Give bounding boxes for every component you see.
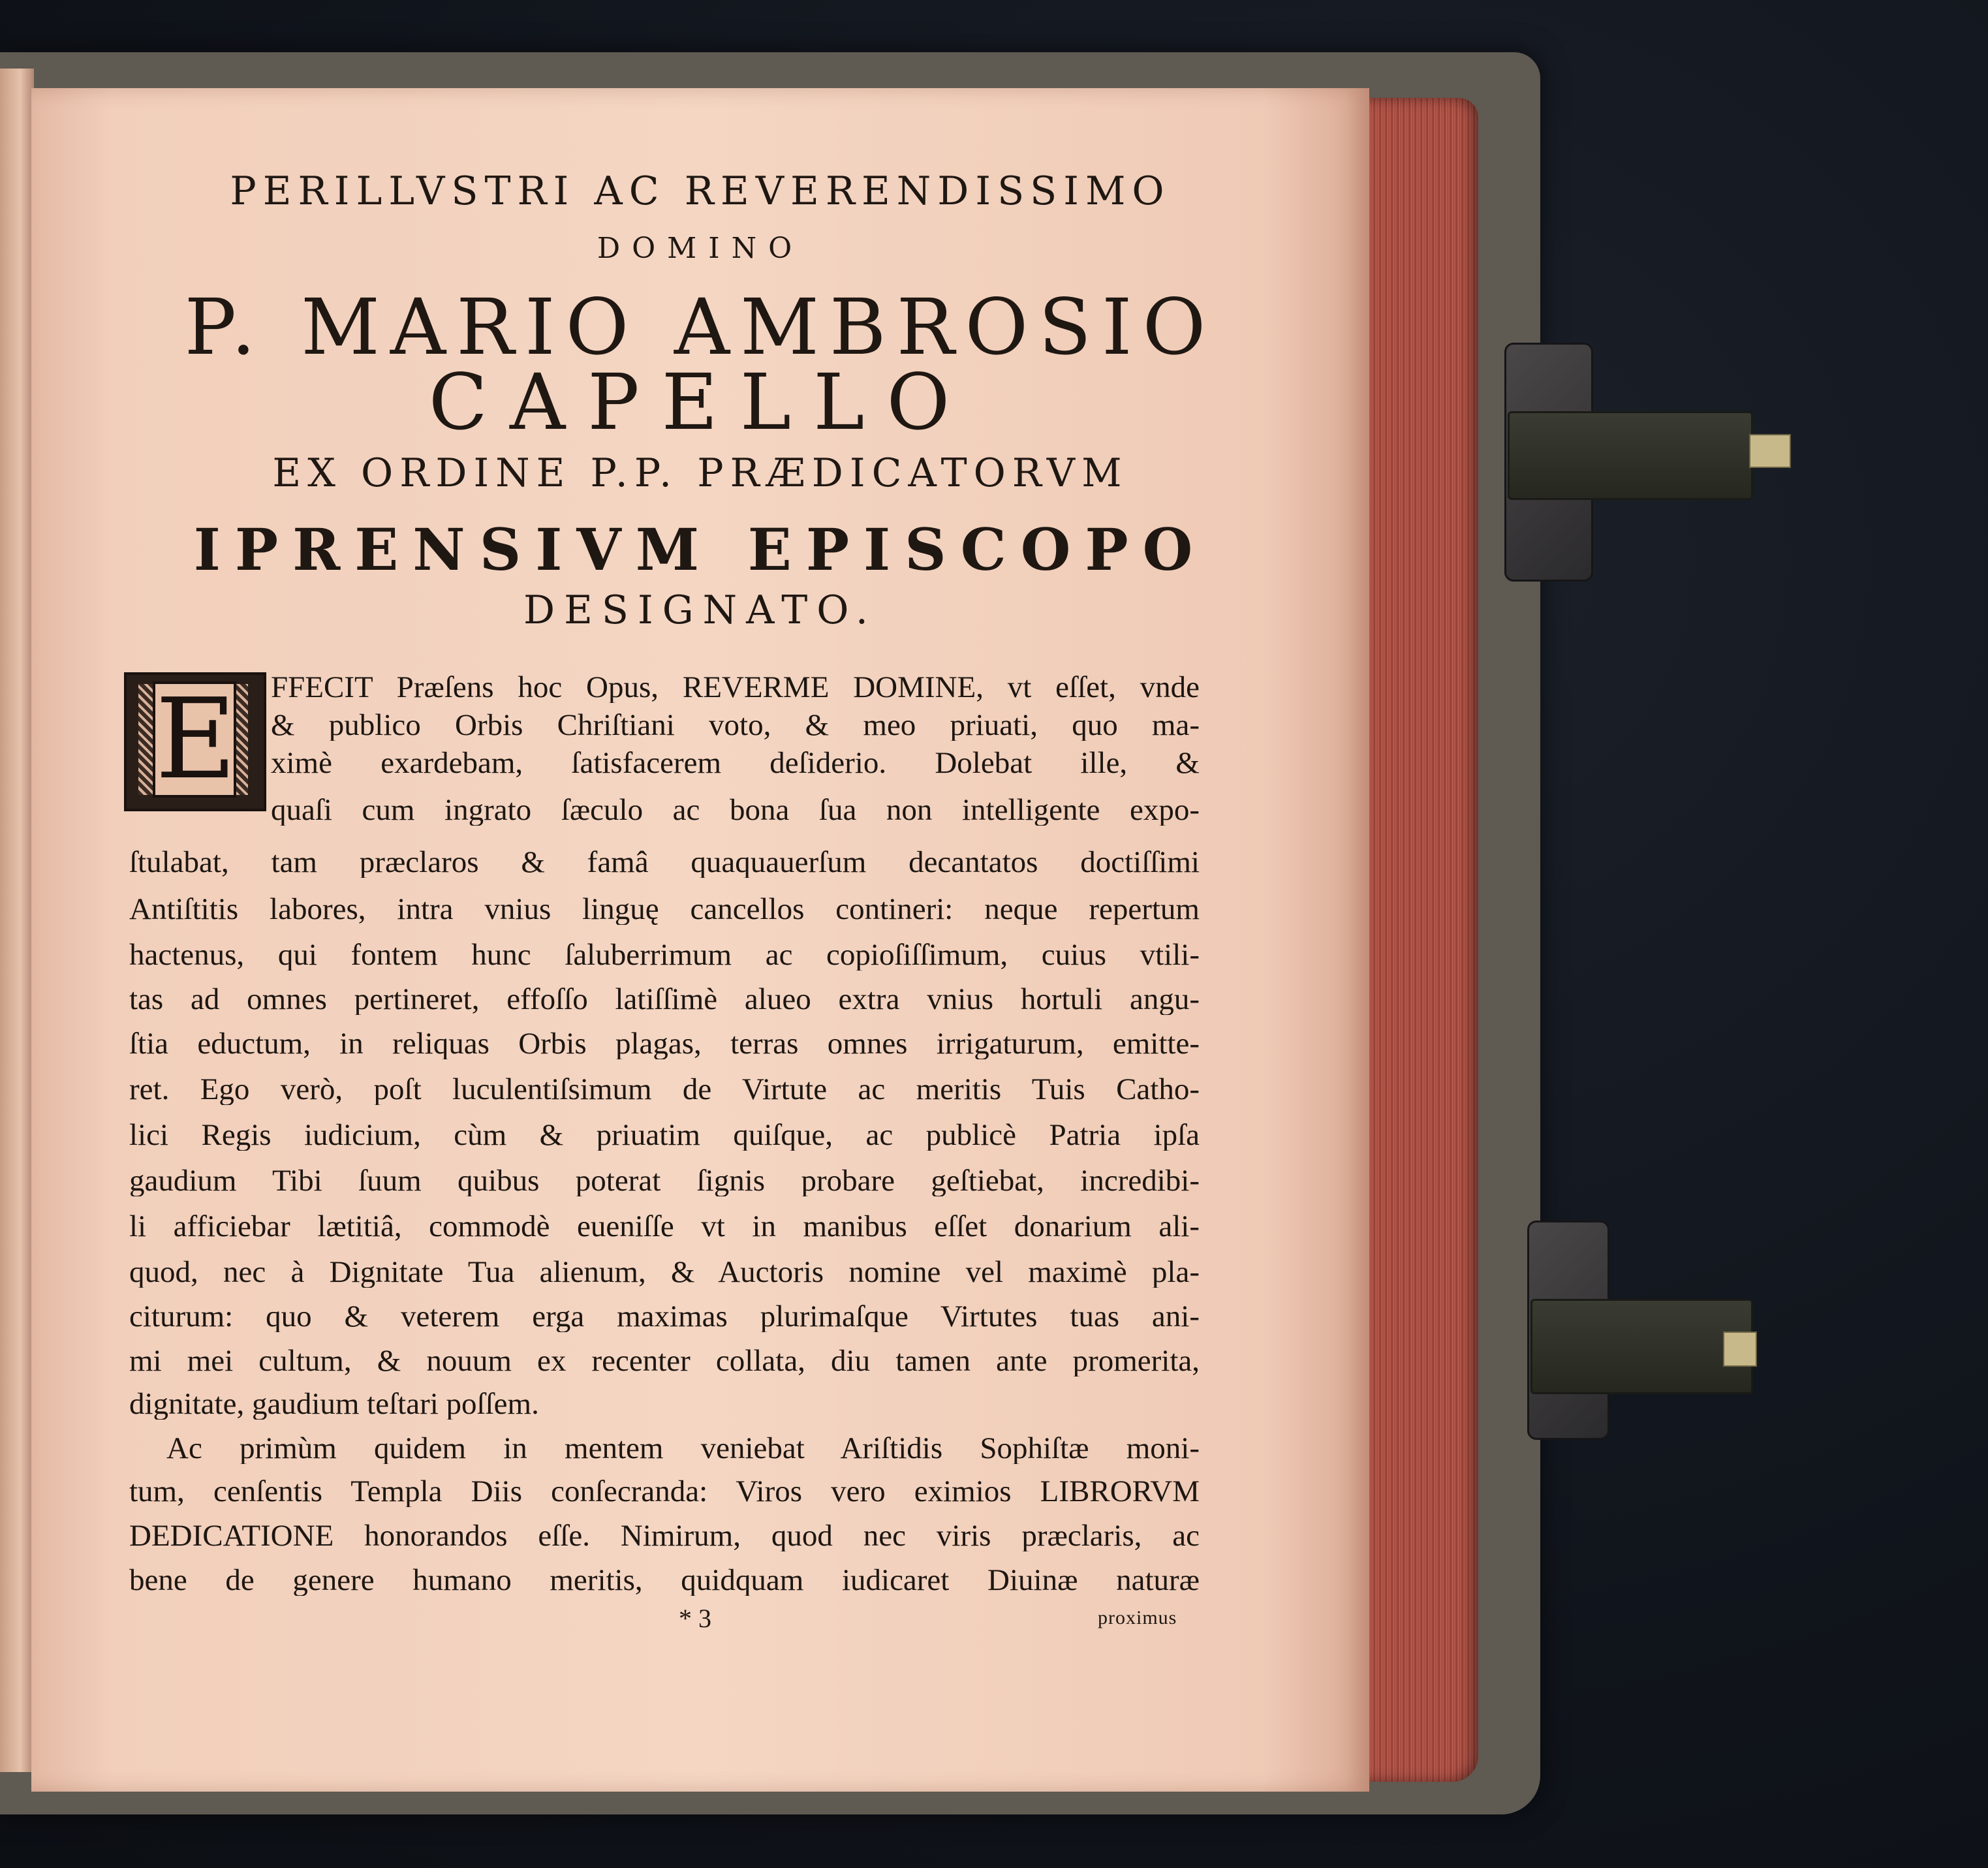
heading-line-1: PERILLVSTRI AC REVERENDISSIMO (230, 168, 1171, 214)
heading-surname-line: CAPELLO (428, 357, 972, 447)
body-line: ſtia eductum, in reliquas Orbis plagas, terras omnes irrigaturum, emitte- (129, 1029, 1200, 1059)
lower-clasp-strap (1530, 1299, 1753, 1394)
body-line: FFECIT Præſens hoc Opus, REVERME DOMINE, vt eſſet, vnde (271, 672, 1200, 703)
body-line: bene de genere humano meritis, quidquam iudicaret Diuinæ naturæ (129, 1565, 1200, 1596)
upper-clasp-tip (1749, 434, 1791, 468)
heading-order-line: EX ORDINE P.P. PRÆDICATORVM (272, 450, 1128, 496)
body-line: li afficiebar lætitiâ, commodè eueniſſe vt in manibus eſſet donarium ali- (129, 1211, 1200, 1242)
body-line: Antiſtitis labores, intra vnius linguę cancellos contineri: neque repertum (129, 894, 1200, 925)
signature-mark: * 3 (679, 1604, 711, 1633)
body-line: lici Regis iudicium, cùm & priuatim quiſque, ac publicè Patria ipſa (129, 1120, 1200, 1151)
body-line: ximè exardebam, ſatisfacerem deſiderio. Dolebat ille, & (271, 748, 1200, 779)
upper-clasp-strap (1508, 411, 1753, 500)
heading-episcopo-line: IPRENSIVM EPISCOPO (193, 516, 1207, 584)
body-line: mi mei cultum, & nouum ex recenter collata, diu tamen ante promerita, (129, 1346, 1200, 1377)
body-line: Ac primùm quidem in mentem veniebat Ariſtidis Sophiſtæ moni- (166, 1433, 1200, 1464)
body-line: quaſi cum ingrato ſæculo ac bona ſua non intelligente expo- (271, 795, 1200, 826)
body-line: citurum: quo & veterem erga maximas plurimaſque Virtutes tuas ani- (129, 1301, 1200, 1332)
body-line: ſtulabat, tam præclaros & famâ quaquauerſum decantatos doctiſſimi (129, 847, 1200, 878)
heading-name-line: P. MARIO AMBROSIO (184, 282, 1217, 372)
body-line: ret. Ego verò, poſt luculentiſsimum de Virtute ac meritis Tuis Catho- (129, 1074, 1200, 1105)
left-page-edge (0, 69, 34, 1772)
body-line: DEDICATIONE honorandos eſſe. Nimirum, quod nec viris præclaris, ac (129, 1521, 1200, 1551)
decorated-initial (124, 672, 266, 811)
body-line: & publico Orbis Chriſtiani voto, & meo priuati, quo ma- (271, 710, 1200, 741)
lower-clasp-tip (1723, 1331, 1757, 1367)
catchword: proximus (1098, 1607, 1177, 1628)
initial-letter: E (153, 681, 236, 798)
body-line: gaudium Tibi ſuum quibus poterat ſignis probare geſtiebat, incredibi- (129, 1166, 1200, 1196)
heading-line-2: DOMINO (597, 232, 804, 265)
body-line: dignitate, gaudium teſtari poſſem. (129, 1389, 539, 1420)
heading-designato-line: DESIGNATO. (523, 587, 877, 633)
body-line: quod, nec à Dignitate Tua alienum, & Auctoris nomine vel maximè pla- (129, 1257, 1200, 1288)
body-line: tum, cenſentis Templa Diis conſecranda: Viros vero eximios LIBRORVM (129, 1476, 1200, 1507)
body-line: tas ad omnes pertineret, effoſſo latiſſimè alueo extra vnius hortuli angu- (129, 984, 1200, 1015)
body-line: hactenus, qui fontem hunc ſaluberrimum ac copioſiſſimum, cuius vtili- (129, 940, 1200, 971)
